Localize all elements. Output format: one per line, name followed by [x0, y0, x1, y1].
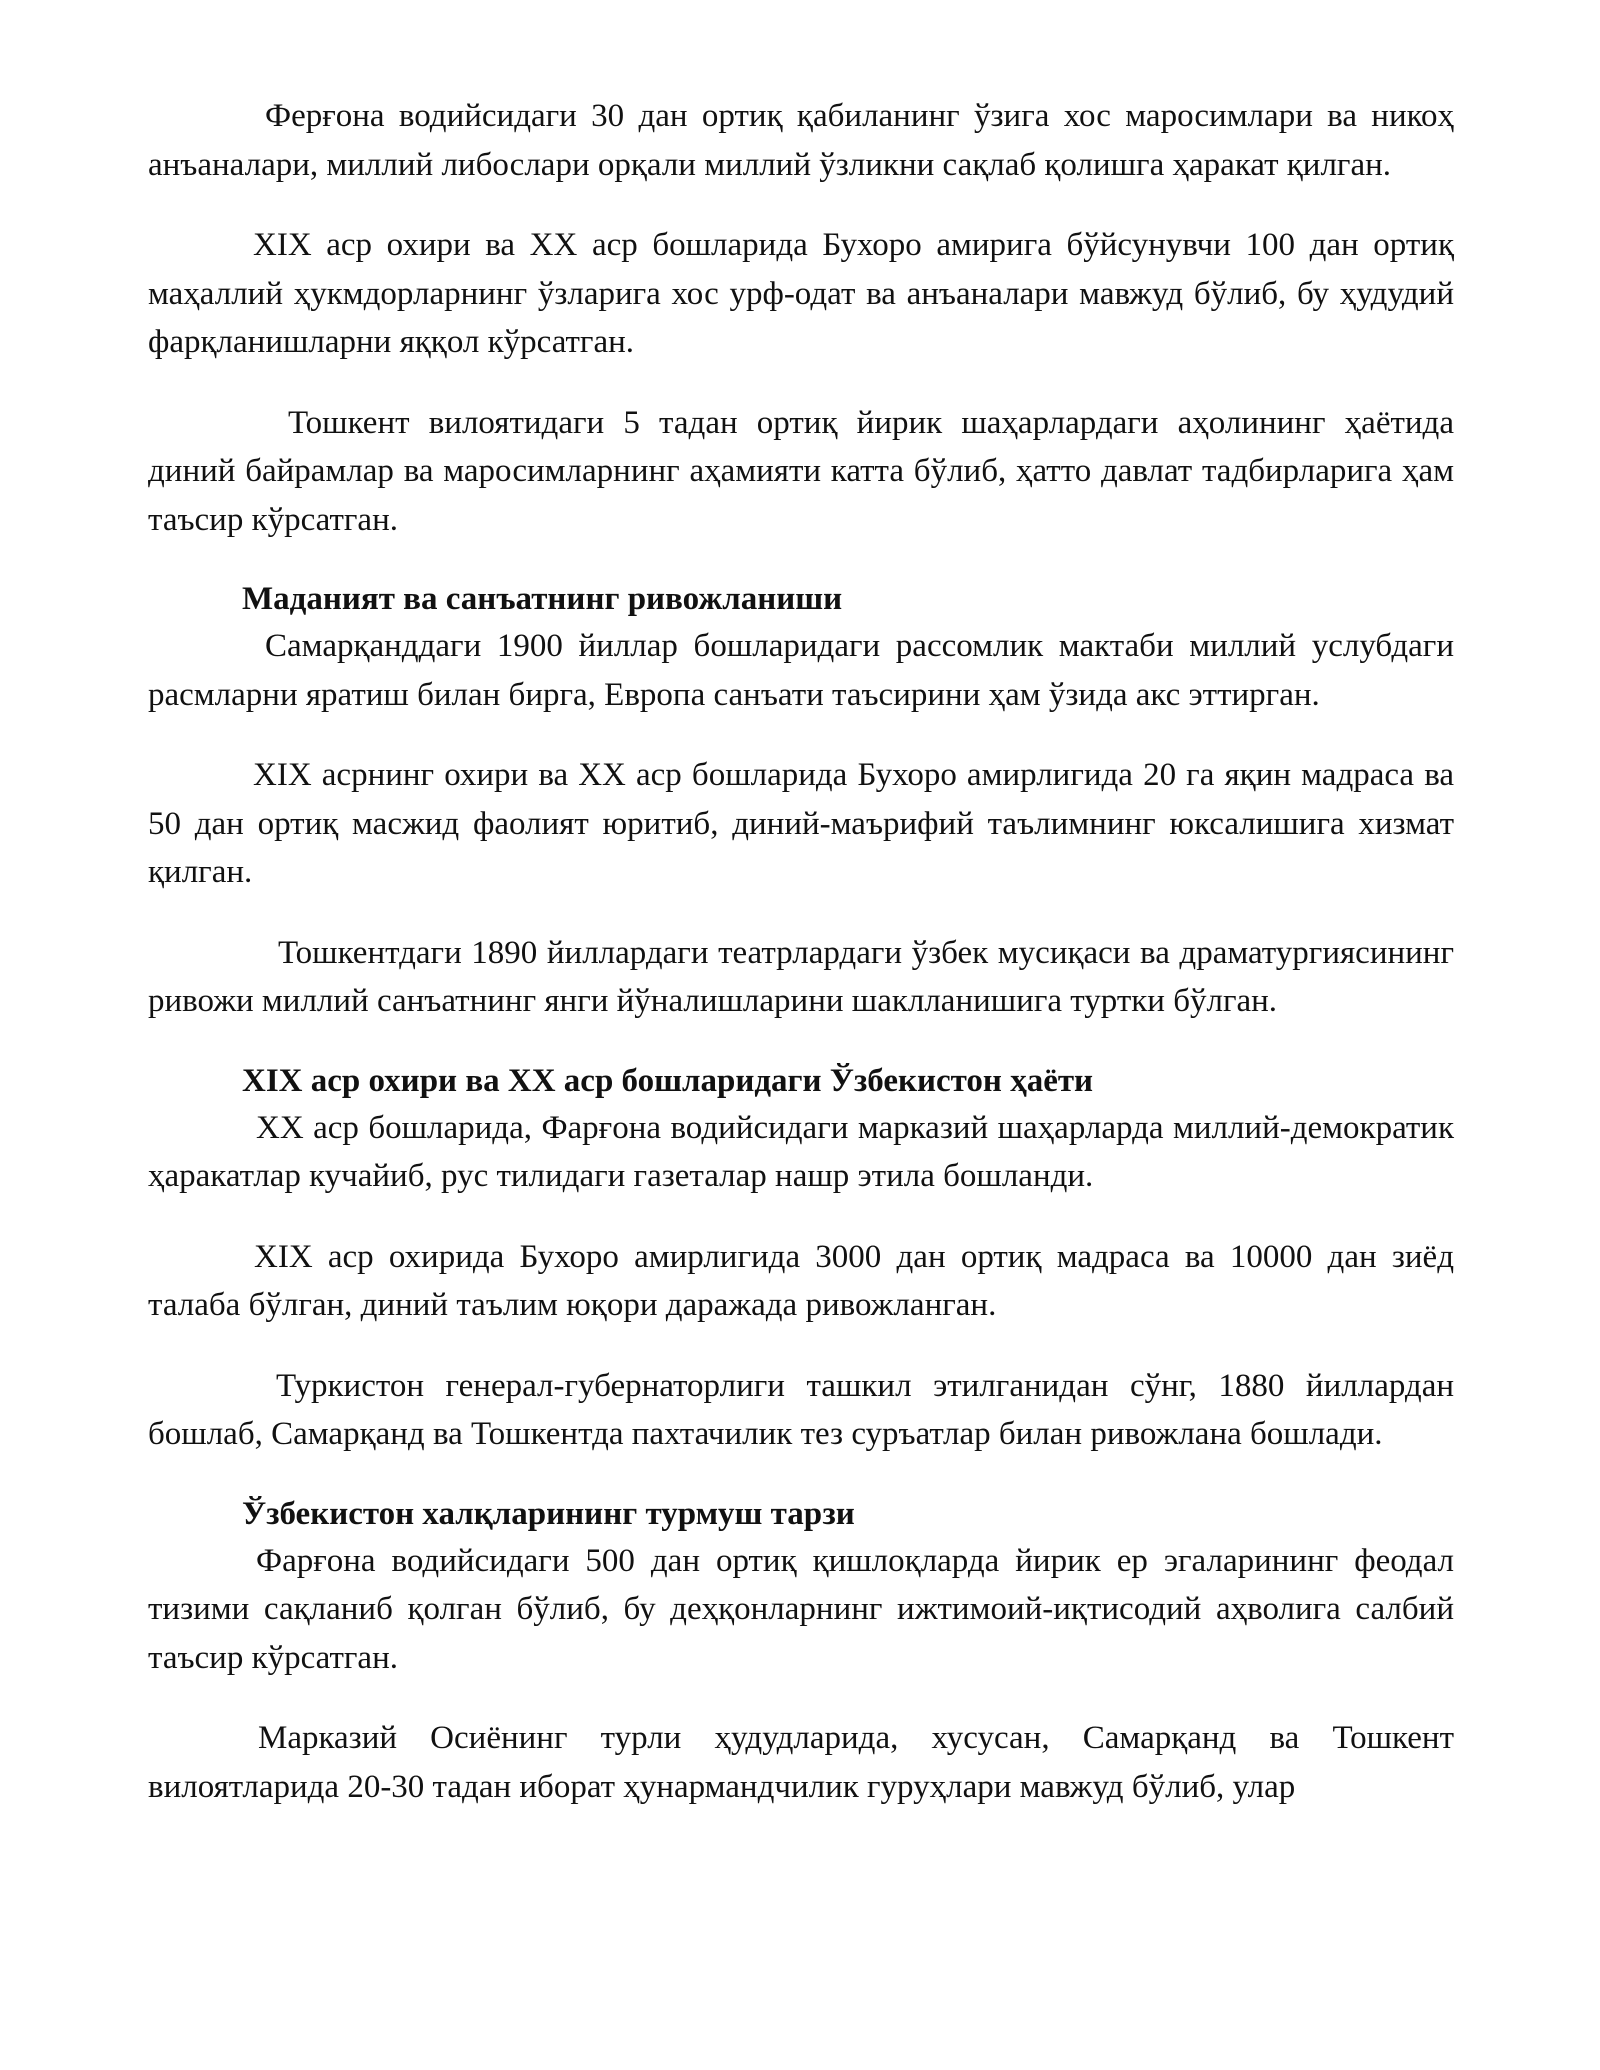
section-heading: Ўзбекистон халқларининг турмуш тарзи [242, 1495, 855, 1532]
paragraph: Тошкентдаги 1890 йиллардаги театрлардаги ўзбек мусиқаси ва драматургиясининг ривожи миллий санъатнинг янги йўналишларини шаклланишига туртки бўлган. [148, 934, 1454, 1019]
paragraph: Марказий Осиёнинг турли ҳудудларида, хусусан, Самарқанд ва Тошкент вилоятларида 20-30 тадан иборат ҳунармандчилик гуруҳлари мавжуд бўлиб, улар [148, 1720, 1454, 1805]
paragraph: XIX асрнинг охири ва XX аср бошларида Бухоро амирлигида 20 га яқин мадраса ва 50 дан ортиқ масжид фаолият юритиб, диний-маърифий таълимнинг юксалишига хизмат қилган. [148, 757, 1454, 890]
paragraph: XIX аср охири ва XX аср бошларида Бухоро амирига бўйсунувчи 100 дан ортиқ маҳаллий ҳукмдорларнинг ўзларига хос урф-одат ва анъаналари мавжуд бўлиб, бу ҳудудий фарқланишларни яққол кўрсатган. [148, 227, 1454, 360]
paragraph: Ферғона водийсидаги 30 дан ортиқ қабиланинг ўзига хос маросимлари ва никоҳ анъаналари, миллий либослари орқали миллий ўзликни сақлаб қолишга ҳаракат қилган. [148, 98, 1454, 183]
section-heading: XIX аср охири ва XX аср бошларидаги Ўзбекистон ҳаёти [242, 1062, 1094, 1099]
paragraph: XIX аср охирида Бухоро амирлигида 3000 дан ортиқ мадраса ва 10000 дан зиёд талаба бўлган, диний таълим юқори даражада ривожланган. [148, 1238, 1454, 1323]
paragraph: Фарғона водийсидаги 500 дан ортиқ қишлоқларда йирик ер эгаларининг феодал тизими сақланиб қолган бўлиб, бу деҳқонларнинг ижтимоий-иқтисодий аҳволига салбий таъсир кўрсатган. [148, 1542, 1454, 1676]
section-heading: Маданият ва санъатнинг ривожланиши [242, 581, 843, 617]
paragraph: Тошкент вилоятидаги 5 тадан ортиқ йирик шаҳарлардаги аҳолининг ҳаётида диний байрамлар ва маросимларнинг аҳамияти катта бўлиб, ҳатто давлат тадбирларига ҳам таъсир кўрсатган. [148, 404, 1454, 538]
paragraph: XX аср бошларида, Фарғона водийсидаги марказий шаҳарларда миллий-демократик ҳаракатлар кучайиб, рус тилидаги газеталар нашр этила бошланди. [148, 1109, 1454, 1194]
paragraph: Самарқанддаги 1900 йиллар бошларидаги рассомлик мактаби миллий услубдаги расмларни яратиш билан бирга, Европа санъати таъсирини ҳам ўзида акс эттирган. [148, 628, 1454, 713]
document-body [148, 92, 1454, 1843]
paragraph: Туркистон генерал-губернаторлиги ташкил этилганидан сўнг, 1880 йиллардан бошлаб, Самарқанд ва Тошкентда пахтачилик тез суръатлар билан ривожлана бошлади. [148, 1367, 1454, 1452]
